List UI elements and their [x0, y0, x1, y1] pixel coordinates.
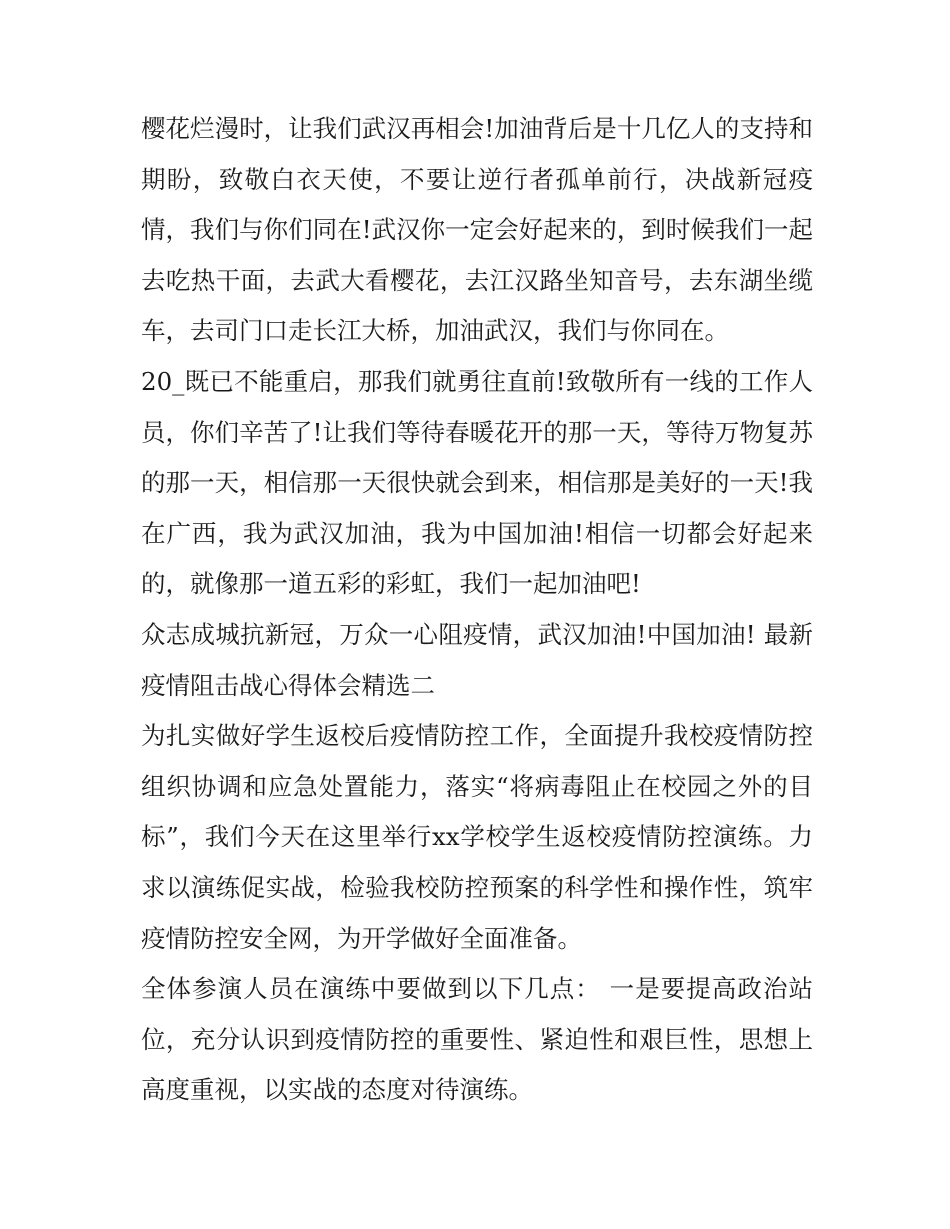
paragraph-move-forward: 20_既已不能重启，那我们就勇往直前!致敬所有一线的工作人员，你们辛苦了!让我们等待春暖花开的那一天，等待万物复苏的那一天，相信那一天很快就会到来，相信那是美好的一天!我在广西，我为武汉加油，我为中国加油!相信一切都会好起来的，就像那一道五彩的彩虹，我们一起加油吧! — [141, 366, 813, 599]
paragraph-unite-heading: 众志成城抗新冠，万众一心阻疫情，武汉加油!中国加油! 最新疫情阻击战心得体会精选二 — [141, 619, 813, 700]
paragraph-wuhan-cherry-blossom: 樱花烂漫时，让我们武汉再相会!加油背后是十几亿人的支持和期盼，致敬白衣天使，不要让逆行者孤单前行，决战新冠疫情，我们与你们同在!武汉你一定会好起来的，到时候我们一起去吃热干面，去武大看樱花，去江汉路坐知音号，去东湖坐缆车，去司门口走长江大桥，加油武汉，我们与你同在。 — [141, 114, 813, 346]
paragraph-school-drill: 为扎实做好学生返校后疫情防控工作，全面提升我校疫情防控组织协调和应急处置能力，落实“将病毒阻止在校园之外的目标”，我们今天在这里举行xx学校学生返校疫情防控演练。力求以演练促实战，检验我校防控预案的科学性和操作性，筑牢疫情防控安全网，为开学做好全面准备。 — [141, 721, 813, 953]
document-body — [141, 104, 813, 1116]
paragraph-drill-requirements: 全体参演人员在演练中要做到以下几点： 一是要提高政治站位，充分认识到疫情防控的重要性、紧迫性和艰巨性，思想上高度重视，以实战的态度对待演练。 — [141, 974, 813, 1105]
